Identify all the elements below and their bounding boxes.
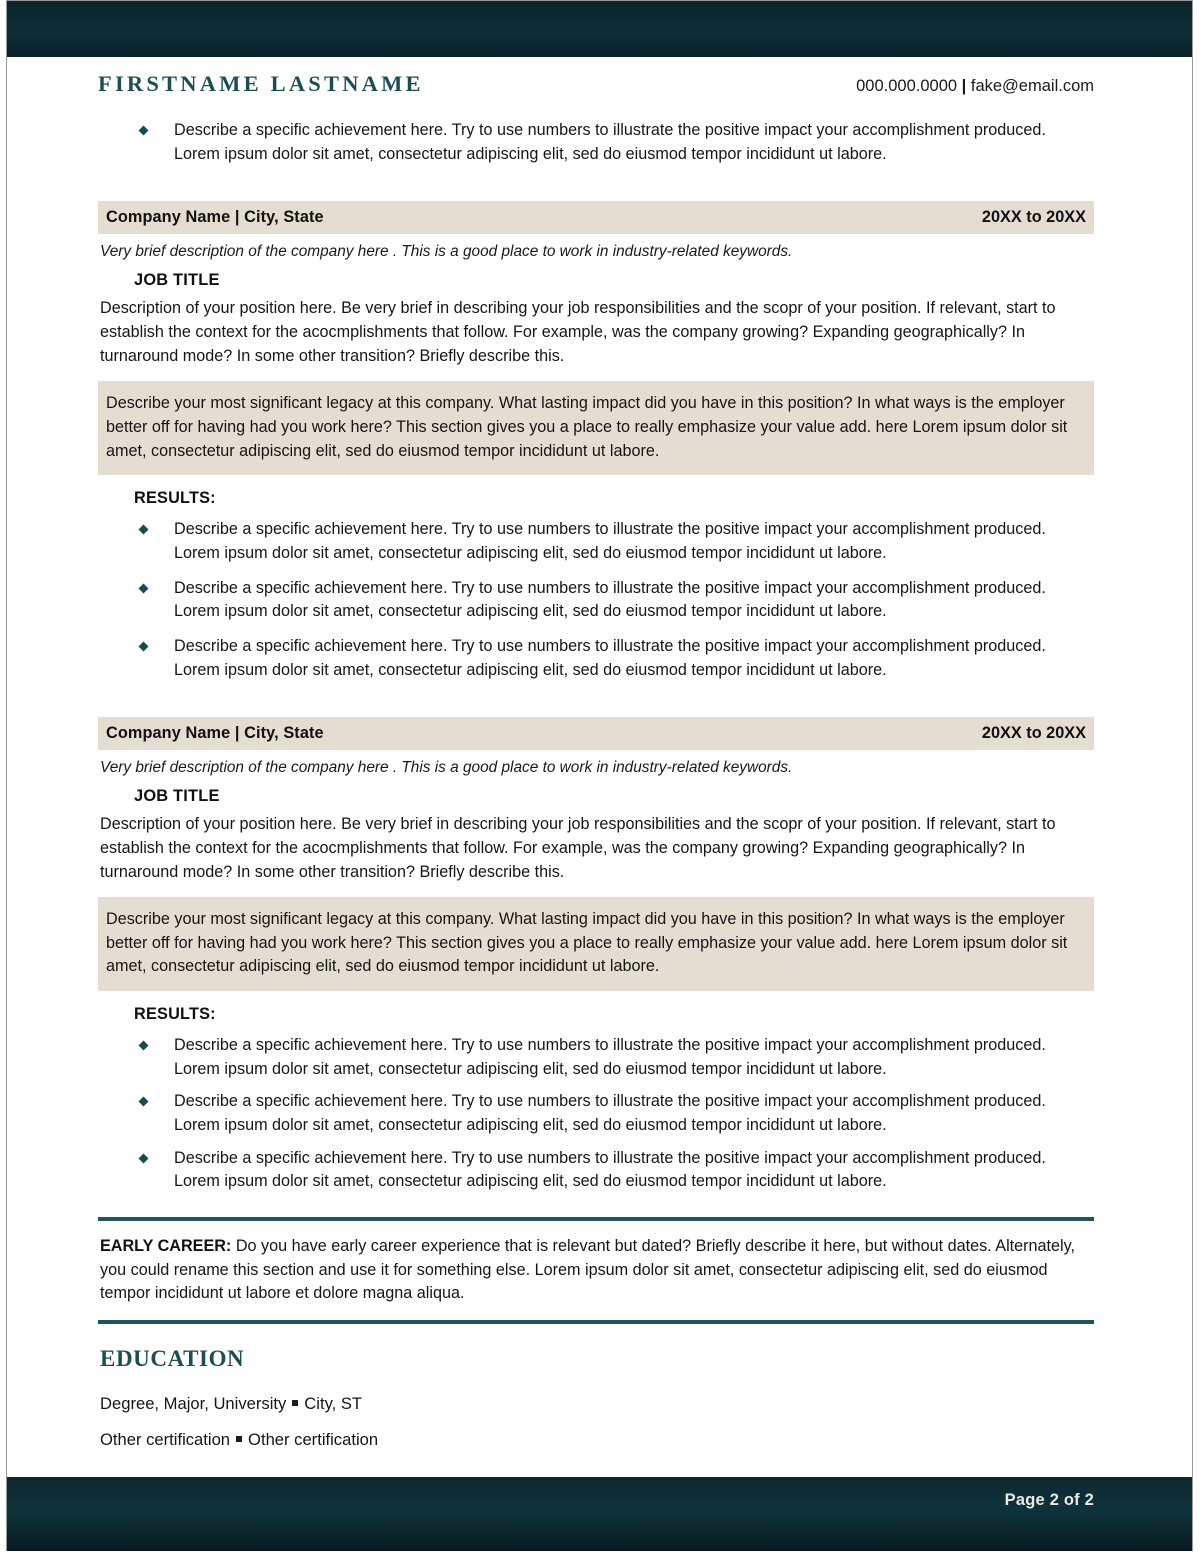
company-blurb: Very brief description of the company here . This is a good place to work in industry-related keywords. bbox=[100, 243, 793, 261]
education-entry bbox=[98, 1414, 1094, 1450]
education-entry bbox=[98, 1378, 1094, 1414]
education-entry-left: Other certification bbox=[100, 1430, 231, 1450]
experience-entry bbox=[98, 717, 1094, 1194]
list-item bbox=[98, 518, 1094, 565]
experience-entry bbox=[98, 201, 1094, 682]
list-item bbox=[98, 119, 1094, 166]
list-item bbox=[98, 1034, 1094, 1081]
top-bullet-list bbox=[98, 119, 1094, 166]
early-career-section bbox=[98, 1221, 1094, 1320]
list-item bbox=[98, 577, 1094, 624]
candidate-name: FIRSTNAME LASTNAME bbox=[98, 71, 424, 96]
list-item bbox=[98, 635, 1094, 682]
education-entry-left: Degree, Major, University bbox=[100, 1394, 287, 1414]
bullet-text: Describe a specific achievement here. Try to use numbers to illustrate the positive impact your accomplishment produced. Lorem ipsum dolor sit amet, consectetur adipiscing elit, sed do eiusmod tempor incididunt ut labore. bbox=[174, 520, 1046, 562]
early-career-label: EARLY CAREER: bbox=[100, 1237, 232, 1256]
results-bullet-list bbox=[98, 518, 1094, 682]
bullet-text: Describe a specific achievement here. Try to use numbers to illustrate the positive impact your accomplishment produced. Lorem ipsum dolor sit amet, consectetur adipiscing elit, sed do eiusmod tempor incididunt ut labore. bbox=[174, 578, 1046, 621]
company-name: Company Name | City, State bbox=[106, 724, 324, 743]
results-label: RESULTS: bbox=[134, 1005, 216, 1024]
job-description: Description of your position here. Be very brief in describing your job responsibilities and the scopr of your position. If relevant, start to establish the context for the acocmplishments that follow. For example, was the company growing? Expanding geographically? In turnaround mode? In some other transition? Briefly describe this. bbox=[100, 299, 1056, 365]
legacy-highlight-block: Describe your most significant legacy at this company. What lasting impact did you have in this position? In what ways is the employer better off for having had you work here? This section gives you a place to really emphasize your value add. here Lorem ipsum dolor sit amet, consectetur adipiscing elit, sed do eiusmod tempor incididunt ut labore. bbox=[98, 897, 1094, 991]
company-blurb: Very brief description of the company here . This is a good place to work in industry-related keywords. bbox=[100, 759, 793, 777]
results-bullet-list bbox=[98, 1034, 1094, 1194]
education-entry-right: City, ST bbox=[304, 1394, 363, 1414]
list-item bbox=[98, 1090, 1094, 1137]
job-description: Description of your position here. Be very brief in describing your job responsibilities and the scopr of your position. If relevant, start to establish the context for the acocmplishments that follow. For example, was the company growing? Expanding geographically? In turnaround mode? In some other transition? Briefly describe this. bbox=[100, 815, 1056, 881]
education-entry-right: Other certification bbox=[248, 1430, 379, 1450]
bullet-text: Describe a specific achievement here. Try to use numbers to illustrate the positive impact your accomplishment produced. Lorem ipsum dolor sit amet, consectetur adipiscing elit, sed do eiusmod tempor incididunt ut labore. bbox=[174, 636, 1046, 679]
company-name: Company Name | City, State bbox=[106, 208, 324, 227]
bullet-text: Describe a specific achievement here. Try to use numbers to illustrate the positive impact your accomplishment produced. Lorem ipsum dolor sit amet, consectetur adipiscing elit, sed do eiusmod tempor incididunt ut labore. bbox=[174, 1092, 1046, 1135]
page-top-bar bbox=[7, 1, 1192, 57]
education-heading: EDUCATION bbox=[100, 1346, 245, 1372]
company-header-band bbox=[98, 717, 1094, 750]
results-label: RESULTS: bbox=[134, 489, 216, 508]
contact-separator: | bbox=[961, 77, 967, 95]
job-title: JOB TITLE bbox=[134, 787, 220, 806]
job-title: JOB TITLE bbox=[134, 271, 220, 290]
bullet-text: Describe a specific achievement here. Try to use numbers to illustrate the positive impact your accomplishment produced. Lorem ipsum dolor sit amet, consectetur adipiscing elit, sed do eiusmod tempor incididunt ut labore. bbox=[174, 1148, 1046, 1191]
email-address: fake@email.com bbox=[970, 77, 1094, 95]
contact-info bbox=[856, 77, 1094, 96]
employment-dates: 20XX to 20XX bbox=[981, 208, 1086, 227]
square-bullet-icon bbox=[292, 1400, 298, 1406]
phone-number: 000.000.0000 bbox=[856, 77, 958, 95]
bullet-text: Describe a specific achievement here. Try to use numbers to illustrate the positive impact your accomplishment produced. Lorem ipsum dolor sit amet, consectetur adipiscing elit, sed do eiusmod tempor incididunt ut labore. bbox=[174, 121, 1046, 163]
employment-dates: 20XX to 20XX bbox=[981, 724, 1086, 743]
early-career-text: Do you have early career experience that is relevant but dated? Briefly describe it here, but without dates. Alternately, you could rename this section and use it for something else. Lorem ipsum dolor sit amet, consectetur adipiscing elit, sed do eiusmod tempor incididunt ut labore et dolore magna aliqua. bbox=[100, 1237, 1076, 1303]
legacy-highlight-block: Describe your most significant legacy at this company. What lasting impact did you have in this position? In what ways is the employer better off for having had you work here? This section gives you a place to really emphasize your value add. here Lorem ipsum dolor sit amet, consectetur adipiscing elit, sed do eiusmod tempor incididunt ut labore. bbox=[98, 381, 1094, 475]
list-item bbox=[98, 1147, 1094, 1194]
resume-header bbox=[98, 57, 1094, 103]
company-header-band bbox=[98, 201, 1094, 234]
square-bullet-icon bbox=[236, 1436, 242, 1442]
bullet-text: Describe a specific achievement here. Try to use numbers to illustrate the positive impact your accomplishment produced. Lorem ipsum dolor sit amet, consectetur adipiscing elit, sed do eiusmod tempor incididunt ut labore. bbox=[174, 1036, 1046, 1078]
resume-content bbox=[98, 57, 1094, 1450]
page-number: Page 2 of 2 bbox=[1004, 1491, 1094, 1509]
page-footer-bar bbox=[7, 1477, 1192, 1551]
